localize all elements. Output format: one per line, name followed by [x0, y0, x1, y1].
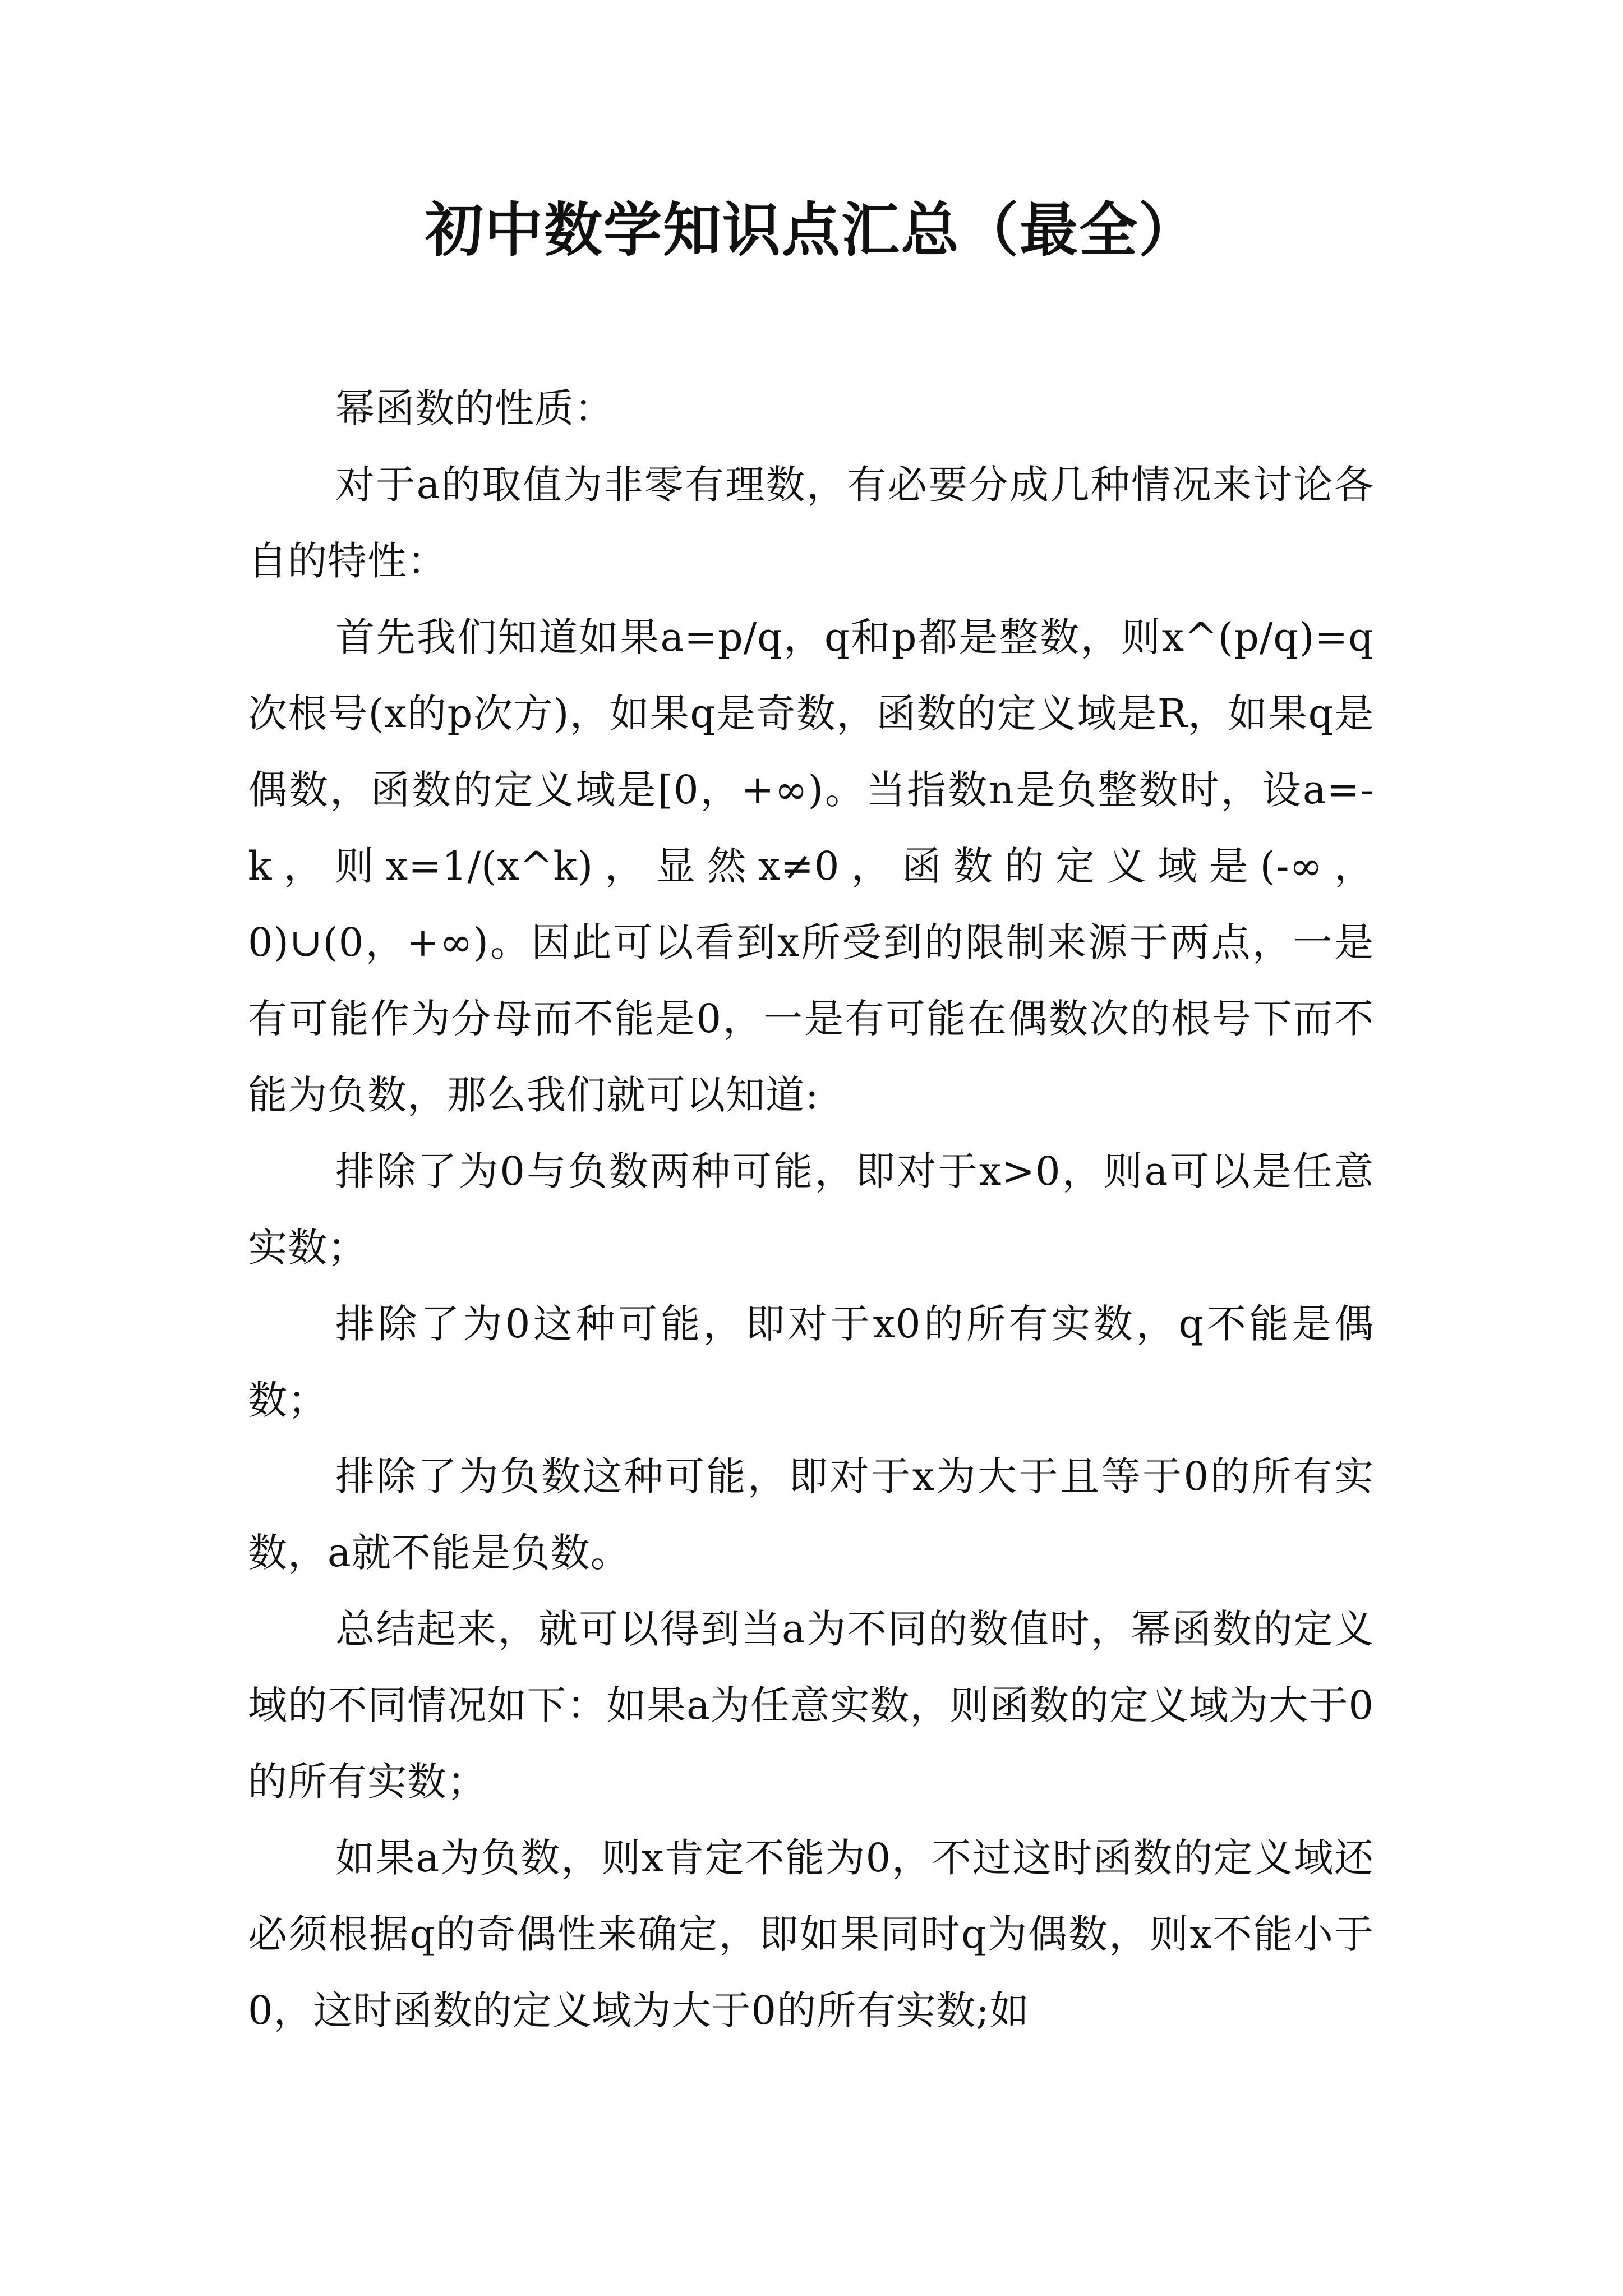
paragraph-power-function-properties: 幂函数的性质： — [335, 385, 614, 431]
document-title: 初中数学知识点汇总（最全） — [425, 195, 1198, 264]
paragraph-negative-a: 如果a为负数，则x肯定不能为0，不过这时函数的定义域还必须根据q的奇偶性来确定，即如果同时q为偶数，则x不能小于0，这时函数的定义域为大于0的所有实数;如 — [248, 1835, 1374, 2033]
paragraph-cases-intro: 对于a的取值为非零有理数，有必要分成几种情况来讨论各自的特性： — [248, 462, 1374, 584]
paragraph-domain-analysis: 首先我们知道如果a=p/q，q和p都是整数，则x^(p/q)=q次根号(x的p次方)，如果q是奇数，函数的定义域是R，如果q是偶数，函数的定义域是[0，+∞)。当指数n是负整数时，设a=-k，则x=1/(x^k)，显然x≠0，函数的定义域是(-∞，0)∪(0，+∞)。因此可以看到x所受到的限制来源于两点，一是有可能作为分母而不能是0，一是有可能在偶数次的根号下而不能为负数，那么我们就可以知道: — [248, 614, 1374, 1118]
document-body — [248, 370, 1374, 2049]
paragraph-summary: 总结起来，就可以得到当a为不同的数值时，幂函数的定义域的不同情况如下：如果a为任意实数，则函数的定义域为大于0的所有实数； — [248, 1606, 1374, 1805]
paragraph-case-x-nonnegative: 排除了为负数这种可能，即对于x为大于且等于0的所有实数，a就不能是负数。 — [248, 1453, 1374, 1576]
paragraph-case-x-positive: 排除了为0与负数两种可能，即对于x>0，则a可以是任意实数； — [248, 1148, 1374, 1271]
paragraph-case-x-nonzero: 排除了为0这种可能，即对于x0的所有实数，q不能是偶数； — [248, 1301, 1374, 1423]
